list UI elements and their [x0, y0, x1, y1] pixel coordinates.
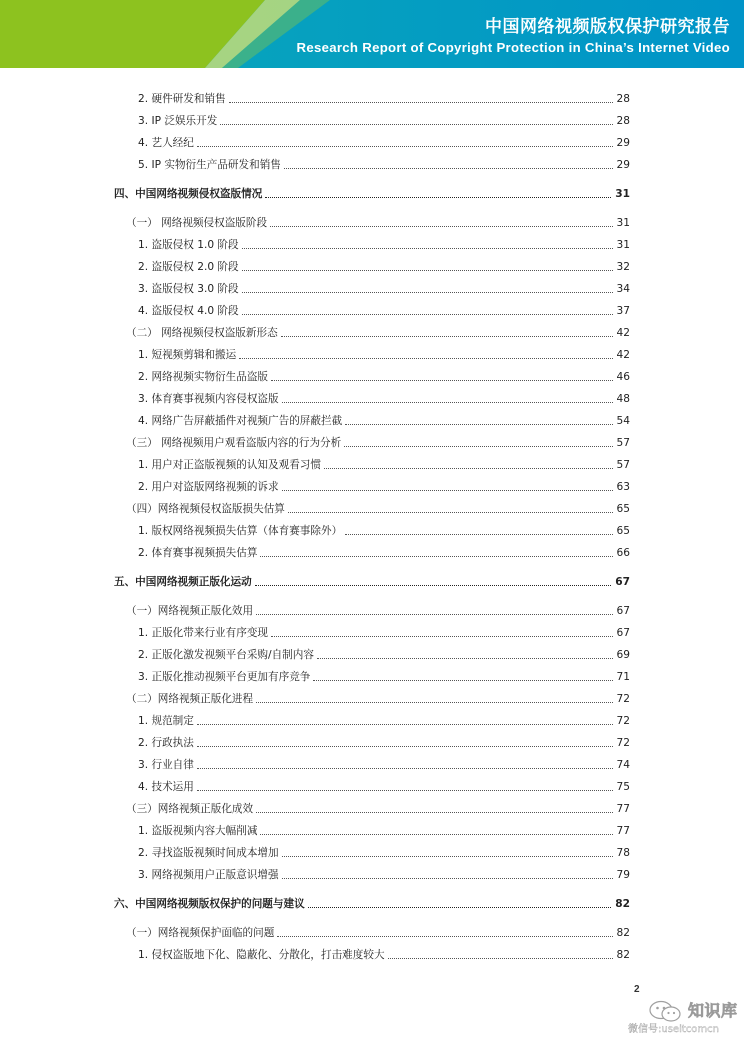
toc-entry-label: 5. IP 实物衍生产品研发和销售	[138, 159, 281, 171]
toc-entry-page: 31	[616, 217, 630, 229]
toc-chapter-entry[interactable]	[0, 571, 744, 589]
toc-section-entry[interactable]	[0, 432, 744, 450]
toc-dot-leader	[220, 113, 612, 125]
toc-subsection-entry[interactable]	[0, 388, 744, 406]
toc-page-wrapper	[617, 260, 744, 274]
toc-entry-page: 57	[616, 437, 630, 449]
wechat-icon	[648, 1000, 682, 1022]
toc-entry-label: 2. 用户对盗版网络视频的诉求	[138, 481, 279, 493]
toc-subsection-entry[interactable]	[0, 864, 744, 882]
toc-subsection-entry[interactable]	[0, 476, 744, 494]
toc-entry-label: 1. 盗版视频内容大幅削减	[138, 825, 258, 837]
toc-subsection-entry[interactable]	[0, 644, 744, 662]
toc-chapter-entry[interactable]	[0, 183, 744, 201]
toc-dot-leader	[265, 186, 611, 198]
toc-entry-label: 3. 盗版侵权 3.0 阶段	[138, 283, 239, 295]
toc-subsection-entry[interactable]	[0, 154, 744, 172]
report-title-en: Research Report of Copyright Protection in China’s Internet Video	[296, 40, 730, 55]
toc-entry-label: 2. 体育赛事视频损失估算	[138, 547, 258, 559]
toc-entry-page: 72	[616, 737, 630, 749]
toc-entry-label: 2. 正版化激发视频平台采购/自制内容	[138, 649, 314, 661]
toc-entry-page: 77	[616, 825, 630, 837]
toc-page-wrapper	[617, 824, 744, 838]
toc-entry-label: 4. 网络广告屏蔽插件对视频广告的屏蔽拦截	[138, 415, 343, 427]
toc-entry-page: 57	[616, 459, 630, 471]
toc-subsection-entry[interactable]	[0, 842, 744, 860]
toc-entry-page: 82	[615, 898, 630, 910]
toc-dot-leader	[197, 757, 613, 769]
toc-entry-page: 82	[616, 927, 630, 939]
toc-subsection-entry[interactable]	[0, 520, 744, 538]
toc-dot-leader	[317, 647, 613, 659]
toc-section-entry[interactable]	[0, 922, 744, 940]
toc-entry-label: 3. 行业自律	[138, 759, 194, 771]
toc-dot-leader	[345, 523, 612, 535]
toc-entry-page: 63	[616, 481, 630, 493]
toc-entry-page: 66	[616, 547, 630, 559]
toc-subsection-entry[interactable]	[0, 256, 744, 274]
toc-subsection-entry[interactable]	[0, 234, 744, 252]
toc-dot-leader	[281, 325, 613, 337]
toc-page-wrapper	[617, 238, 744, 252]
toc-subsection-entry[interactable]	[0, 820, 744, 838]
toc-entry-label: 1. 正版化带来行业有序变现	[138, 627, 269, 639]
toc-entry-page: 54	[616, 415, 630, 427]
toc-entry-page: 74	[616, 759, 630, 771]
toc-page-wrapper	[617, 604, 744, 618]
toc-entry-label: 2. 网络视频实物衍生品盗版	[138, 371, 269, 383]
toc-page-wrapper	[617, 648, 744, 662]
toc-page-wrapper	[617, 736, 744, 750]
toc-page-wrapper	[617, 780, 744, 794]
toc-dot-leader	[270, 215, 612, 227]
toc-dot-leader	[308, 896, 612, 908]
toc-entry-page: 65	[616, 503, 630, 515]
toc-entry-page: 31	[616, 239, 630, 251]
toc-dot-leader	[288, 501, 613, 513]
toc-subsection-entry[interactable]	[0, 88, 744, 106]
watermark-brand: 知识库	[688, 1001, 738, 1020]
toc-dot-leader	[271, 369, 613, 381]
toc-dot-leader	[256, 801, 612, 813]
toc-subsection-entry[interactable]	[0, 776, 744, 794]
toc-entry-page: 29	[616, 159, 630, 171]
toc-dot-leader	[242, 237, 613, 249]
toc-page-wrapper	[617, 926, 744, 940]
toc-entry-label: 2. 寻找盗版视频时间成本增加	[138, 847, 279, 859]
toc-entry-label: 1. 盗版侵权 1.0 阶段	[138, 239, 239, 251]
toc-entry-page: 72	[616, 715, 630, 727]
toc-entry-label: 4. 艺人经纪	[138, 137, 194, 149]
toc-page-wrapper	[617, 114, 744, 128]
toc-section-entry[interactable]	[0, 212, 744, 230]
toc-entry-page: 82	[616, 949, 630, 961]
toc-dot-leader	[282, 391, 613, 403]
toc-subsection-entry[interactable]	[0, 454, 744, 472]
toc-subsection-entry[interactable]	[0, 944, 744, 962]
toc-dot-leader	[277, 925, 612, 937]
watermark	[628, 996, 740, 1036]
toc-entry-page: 77	[616, 803, 630, 815]
toc-entry-label: 2. 行政执法	[138, 737, 194, 749]
toc-entry-label: 4. 技术运用	[138, 781, 194, 793]
toc-page-wrapper	[617, 282, 744, 296]
toc-page-wrapper	[615, 897, 744, 911]
toc-entry-label: 1. 版权网络视频损失估算（体育赛事除外）	[138, 525, 343, 537]
toc-page-wrapper	[617, 158, 744, 172]
toc-dot-leader	[271, 625, 613, 637]
toc-entry-label: 四、中国网络视频侵权盗版情况	[114, 188, 263, 200]
toc-dot-leader	[242, 259, 613, 271]
toc-entry-page: 48	[616, 393, 630, 405]
toc-page-wrapper	[617, 414, 744, 428]
toc-section-entry[interactable]	[0, 688, 744, 706]
toc-chapter-entry[interactable]	[0, 893, 744, 911]
toc-page-wrapper	[617, 868, 744, 882]
toc-entry-page: 65	[616, 525, 630, 537]
toc-entry-label: 1. 用户对正盗版视频的认知及观看习惯	[138, 459, 321, 471]
toc-dot-leader	[282, 845, 613, 857]
toc-entry-page: 79	[616, 869, 630, 881]
toc-entry-page: 78	[616, 847, 630, 859]
toc-entry-label: （二）网络视频正版化进程	[126, 693, 254, 705]
toc-page-wrapper	[617, 692, 744, 706]
toc-subsection-entry[interactable]	[0, 278, 744, 296]
toc-subsection-entry[interactable]	[0, 410, 744, 428]
toc-entry-label: 1. 侵权盗版地下化、隐蔽化、分散化，打击难度较大	[138, 949, 385, 961]
toc-dot-leader	[345, 413, 612, 425]
toc-dot-leader	[197, 135, 613, 147]
toc-page-wrapper	[617, 136, 744, 150]
toc-entry-label: 1. 规范制定	[138, 715, 194, 727]
toc-subsection-entry[interactable]	[0, 542, 744, 560]
header-banner	[0, 0, 744, 68]
toc-page-wrapper	[617, 626, 744, 640]
toc-subsection-entry[interactable]	[0, 710, 744, 728]
toc-entry-page: 34	[616, 283, 630, 295]
toc-entry-label: （一） 网络视频侵权盗版阶段	[126, 217, 268, 229]
toc-page-wrapper	[617, 92, 744, 106]
toc-subsection-entry[interactable]	[0, 300, 744, 318]
toc-entry-label: （三） 网络视频用户观看盗版内容的行为分析	[126, 437, 342, 449]
toc-page-wrapper	[617, 546, 744, 560]
toc-section-entry[interactable]	[0, 498, 744, 516]
toc-subsection-entry[interactable]	[0, 366, 744, 384]
toc-entry-page: 37	[616, 305, 630, 317]
toc-page-wrapper	[617, 216, 744, 230]
toc-page-wrapper	[617, 480, 744, 494]
toc-entry-page: 46	[616, 371, 630, 383]
toc-entry-label: 3. 正版化推动视频平台更加有序竞争	[138, 671, 311, 683]
toc-entry-page: 69	[616, 649, 630, 661]
toc-subsection-entry[interactable]	[0, 732, 744, 750]
toc-dot-leader	[197, 713, 613, 725]
toc-page-wrapper	[617, 304, 744, 318]
toc-page-wrapper	[615, 187, 744, 201]
toc-page-wrapper	[617, 370, 744, 384]
toc-entry-label: 2. 硬件研发和销售	[138, 93, 226, 105]
toc-dot-leader	[255, 574, 612, 586]
toc-subsection-entry[interactable]	[0, 110, 744, 128]
toc-page-wrapper	[617, 348, 744, 362]
toc-entry-label: 2. 盗版侵权 2.0 阶段	[138, 261, 239, 273]
toc-entry-page: 67	[616, 605, 630, 617]
report-title-cn: 中国网络视频版权保护研究报告	[485, 17, 730, 37]
toc-dot-leader	[239, 347, 612, 359]
toc-entry-label: 3. IP 泛娱乐开发	[138, 115, 218, 127]
toc-entry-page: 31	[615, 188, 630, 200]
toc-entry-label: 六、中国网络视频版权保护的问题与建议	[114, 898, 305, 910]
toc-page-wrapper	[617, 458, 744, 472]
toc-subsection-entry[interactable]	[0, 132, 744, 150]
toc-entry-page: 28	[616, 93, 630, 105]
toc-entry-page: 28	[616, 115, 630, 127]
toc-dot-leader	[344, 435, 612, 447]
toc-page-wrapper	[615, 575, 744, 589]
toc-page-wrapper	[617, 436, 744, 450]
toc-dot-leader	[324, 457, 613, 469]
toc-entry-label: 3. 网络视频用户正版意识增强	[138, 869, 279, 881]
watermark-account: 微信号:useitcomcn	[628, 1024, 719, 1035]
toc-entry-page: 42	[616, 327, 630, 339]
toc-subsection-entry[interactable]	[0, 666, 744, 684]
toc-entry-label: （一）网络视频保护面临的问题	[126, 927, 275, 939]
toc-entry-label: （二） 网络视频侵权盗版新形态	[126, 327, 278, 339]
toc-entry-label: （一）网络视频正版化效用	[126, 605, 254, 617]
toc-dot-leader	[313, 669, 612, 681]
toc-entry-page: 29	[616, 137, 630, 149]
toc-dot-leader	[256, 603, 612, 615]
toc-section-entry[interactable]	[0, 600, 744, 618]
toc-entry-label: （四）网络视频侵权盗版损失估算	[126, 503, 285, 515]
toc-entry-label: 4. 盗版侵权 4.0 阶段	[138, 305, 239, 317]
toc-entry-label: 1. 短视频剪辑和搬运	[138, 349, 237, 361]
toc-dot-leader	[260, 545, 612, 557]
toc-page-wrapper	[617, 802, 744, 816]
toc-entry-page: 75	[616, 781, 630, 793]
toc-entry-page: 72	[616, 693, 630, 705]
toc-page-wrapper	[617, 502, 744, 516]
toc-entry-label: 五、中国网络视频正版化运动	[114, 576, 252, 588]
toc-entry-page: 67	[615, 576, 630, 588]
toc-entry-page: 32	[616, 261, 630, 273]
toc-entry-label: （三）网络视频正版化成效	[126, 803, 254, 815]
toc-dot-leader	[256, 691, 612, 703]
toc-dot-leader	[282, 867, 613, 879]
toc-page-wrapper	[617, 846, 744, 860]
toc-dot-leader	[242, 303, 613, 315]
toc-dot-leader	[284, 157, 613, 169]
toc-subsection-entry[interactable]	[0, 622, 744, 640]
toc-entry-label: 3. 体育赛事视频内容侵权盗版	[138, 393, 279, 405]
toc-dot-leader	[197, 779, 613, 791]
toc-dot-leader	[229, 91, 613, 103]
toc-dot-leader	[282, 479, 613, 491]
toc-page-wrapper	[617, 326, 744, 340]
toc-page-wrapper	[617, 524, 744, 538]
toc-entry-page: 42	[616, 349, 630, 361]
toc-section-entry[interactable]	[0, 322, 744, 340]
toc-dot-leader	[197, 735, 613, 747]
toc-page-wrapper	[617, 392, 744, 406]
toc-entry-page: 71	[616, 671, 630, 683]
toc-subsection-entry[interactable]	[0, 344, 744, 362]
toc-dot-leader	[388, 947, 613, 959]
toc-page-wrapper	[617, 948, 744, 962]
toc-dot-leader	[260, 823, 612, 835]
toc-page-wrapper	[617, 670, 744, 684]
toc-section-entry[interactable]	[0, 798, 744, 816]
toc-page-wrapper	[617, 714, 744, 728]
toc-dot-leader	[242, 281, 613, 293]
page-number: 2	[634, 984, 640, 995]
toc-page-wrapper	[617, 758, 744, 772]
toc-entry-page: 67	[616, 627, 630, 639]
toc-subsection-entry[interactable]	[0, 754, 744, 772]
